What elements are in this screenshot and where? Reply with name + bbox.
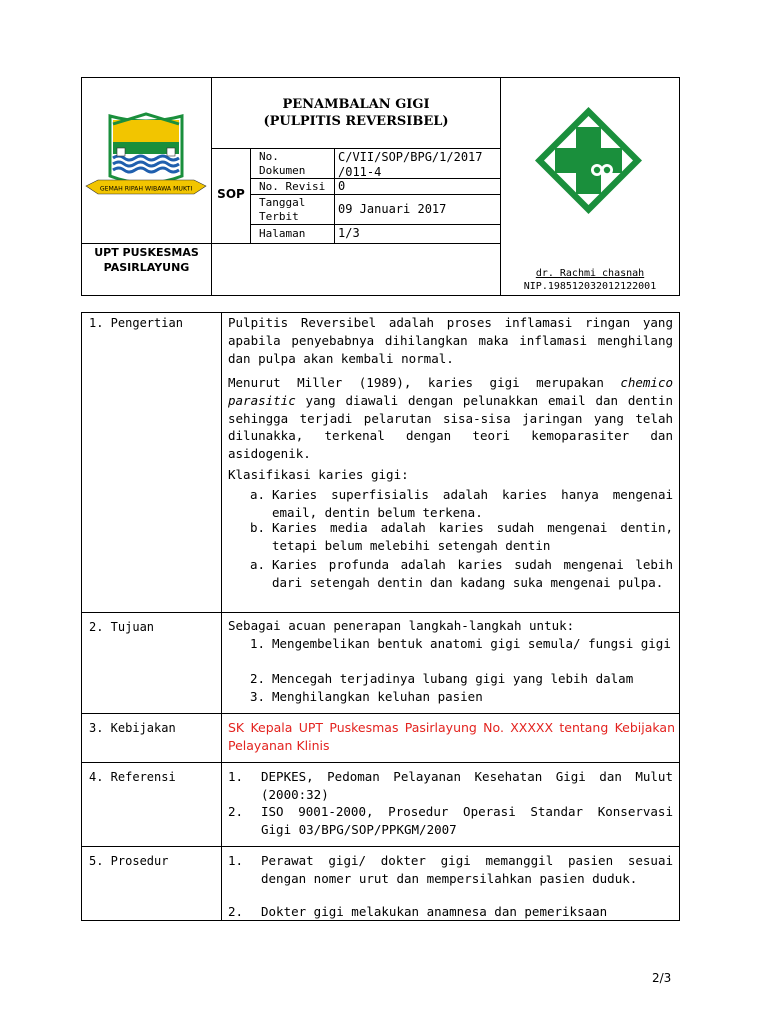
divider (81, 612, 680, 613)
list-marker: 1. (250, 636, 266, 651)
signatory-name: dr. Rachmi chasnah (535, 268, 645, 279)
divider (500, 77, 501, 296)
list-marker: 1. (228, 769, 244, 784)
kebijakan-text: SK Kepala UPT Puskesmas Pasirlayung No. XXXXX tentang Kebijakan Pelayanan Klinis (228, 720, 675, 753)
divider (334, 148, 335, 243)
signatory-nip: NIP.198512032012122001 (523, 281, 657, 292)
doc-number-label: No. Dokumen (259, 150, 306, 177)
list-marker: 2. (250, 671, 266, 686)
section-label-prosedur: 5. Prosedur (89, 854, 169, 868)
divider (81, 713, 680, 714)
page-number: 2/3 (652, 971, 672, 985)
page-label: Halaman (259, 227, 306, 240)
divider (81, 762, 680, 763)
list-marker: a. (250, 557, 266, 572)
list-marker: 2. (228, 804, 244, 819)
list-item: DEPKES, Pedoman Pelayanan Kesehatan Gigi dan Mulut (2000:32) (261, 769, 673, 802)
divider (250, 148, 251, 243)
divider (81, 243, 501, 244)
divider (250, 194, 500, 195)
issue-date-value: 09 Januari 2017 (338, 202, 447, 216)
section-label-kebijakan: 3. Kebijakan (89, 721, 176, 735)
institution-name: UPT PUSKESMAS PASIRLAYUNG (94, 246, 199, 274)
list-item: Mencegah terjadinya lubang gigi yang lebih dalam (272, 671, 634, 686)
issue-date-label: Tanggal Terbit (259, 196, 306, 223)
list-item: Karies profunda adalah karies sudah mengenai lebih dari setengah dentin dan kadang suka mengenai pulpa. (272, 557, 673, 590)
term-chemico-parasitic: chemico parasitic (228, 375, 673, 408)
title-line-2: (PULPITIS REVERSIBEL) (263, 114, 449, 129)
list-marker: 1. (228, 853, 244, 868)
revision-label: No. Revisi (259, 180, 326, 193)
list-marker: b. (250, 520, 266, 535)
list-item: Menghilangkan keluhan pasien (272, 689, 483, 704)
doc-number-value: C/VII/SOP/BPG/1/2017 /011-4 (338, 150, 483, 179)
divider (250, 224, 500, 225)
puskesmas-logo (532, 104, 645, 217)
list-item: Mengembelikan bentuk anatomi gigi semula/ fungsi gigi (272, 636, 671, 651)
title-line-1: PENAMBALAN GIGI (282, 97, 430, 112)
section-label-referensi: 4. Referensi (89, 770, 176, 784)
logo-motto-text: GEMAH RIPAH WIBAWA MUKTI (99, 185, 193, 193)
list-marker: a. (250, 487, 266, 502)
pengertian-paragraph-3: Klasifikasi karies gigi: (228, 467, 409, 482)
list-item: Dokter gigi melakukan anamnesa dan pemeriksaan (261, 904, 608, 919)
pengertian-paragraph-1: Pulpitis Reversibel adalah proses inflamasi ringan yang apabila penyebabnya dihilangkan maka inflamasi menghilang dan pulpa akan kembali normal. (228, 315, 673, 366)
sop-label: SOP (217, 187, 245, 201)
pengertian-paragraph-2: Menurut Miller (1989), karies gigi merupakan chemico parasitic yang diawali dengan pelunakkan email dan dentin sehingga terjadi pelarutan sisa-sisa jaringan yang telah dilunakka, terkenal dengan teori kemoparasiter dan asidogenik. (228, 375, 673, 462)
list-item: Karies media adalah karies sudah mengenai dentin, tetapi belum melebihi setengah dentin (272, 520, 673, 553)
divider (211, 148, 500, 149)
divider (81, 846, 680, 847)
revision-value: 0 (338, 179, 346, 193)
list-marker: 3. (250, 689, 266, 704)
document-title (212, 96, 500, 130)
section-label-tujuan: 2. Tujuan (89, 620, 155, 634)
divider (221, 312, 222, 921)
list-marker: 2. (228, 904, 244, 919)
list-item: Karies superfisialis adalah karies hanya mengenai email, dentin belum terkena. (272, 487, 673, 520)
list-item: ISO 9001-2000, Prosedur Operasi Standar Konservasi Gigi 03/BPG/SOP/PPKGM/2007 (261, 804, 673, 837)
section-label-pengertian: 1. Pengertian (89, 316, 183, 330)
list-item: Perawat gigi/ dokter gigi memanggil pasien sesuai dengan nomer urut dan mempersilahkan pasien duduk. (261, 853, 673, 886)
tujuan-intro: Sebagai acuan penerapan langkah-langkah untuk: (228, 618, 575, 633)
city-emblem-logo (84, 112, 208, 206)
page-value: 1/3 (338, 226, 360, 240)
